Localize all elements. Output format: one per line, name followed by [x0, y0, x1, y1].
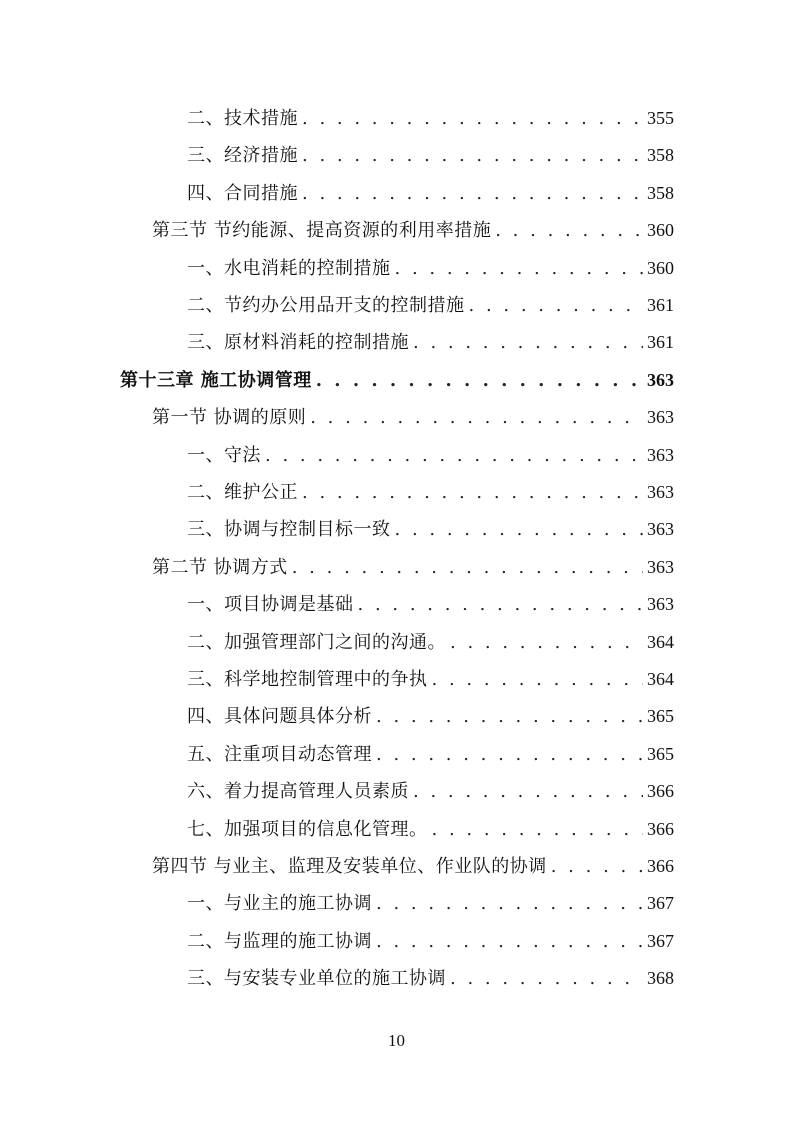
toc-entry-label: 一、守法 [187, 444, 261, 466]
toc-entry[interactable] [187, 811, 674, 848]
toc-entry-page: 361 [647, 332, 674, 353]
dot-leader [302, 137, 643, 174]
toc-entry-page: 358 [647, 182, 674, 203]
toc-entry-label: 第十三章 施工协调管理 [120, 369, 312, 391]
toc-entry-page: 358 [647, 145, 674, 166]
toc-entry-label: 二、节约办公用品开支的控制措施 [187, 295, 465, 316]
dot-leader [376, 885, 643, 922]
toc-entry-page: 367 [647, 930, 674, 951]
toc-entry-label: 三、协调与控制目标一致 [187, 519, 391, 541]
toc-entry-label: 第四节 与业主、监理及安装单位、作业队的协调 [152, 856, 547, 877]
toc-entry-page: 363 [647, 482, 674, 502]
dot-leader [310, 399, 643, 436]
dot-leader [376, 923, 643, 960]
toc-entry[interactable] [187, 923, 674, 960]
toc-entry[interactable] [187, 250, 674, 287]
toc-entry[interactable] [187, 773, 674, 810]
dot-leader [450, 624, 643, 661]
toc-entry-page: 365 [647, 743, 674, 764]
toc-entry[interactable] [187, 624, 674, 661]
toc-entry-page: 363 [647, 594, 674, 615]
toc-entry-label: 第一节 协调的原则 [152, 407, 307, 429]
dot-leader [302, 175, 643, 212]
toc-entry-page: 365 [647, 706, 674, 727]
toc-entry-page: 366 [647, 856, 674, 876]
toc-entry-label: 第三节 节约能源、提高资源的利用率措施 [152, 220, 492, 242]
dot-leader [432, 811, 644, 848]
dot-leader [302, 100, 643, 137]
page-number: 10 [388, 1031, 405, 1050]
toc-section-entry[interactable] [152, 212, 674, 249]
dot-leader [413, 324, 643, 361]
toc-entry-page: 363 [647, 407, 674, 428]
toc-entry-label: 三、与安装专业单位的施工协调 [187, 968, 446, 990]
toc-entry[interactable] [187, 175, 674, 212]
toc-entry-label: 二、技术措施 [187, 108, 298, 129]
dot-leader [450, 960, 643, 997]
toc-section-entry[interactable] [152, 549, 674, 586]
toc-entry-label: 四、合同措施 [187, 182, 298, 204]
dot-leader [376, 698, 643, 735]
toc-entry-page: 367 [647, 893, 674, 914]
toc-entry[interactable] [187, 960, 674, 997]
toc-entry[interactable] [187, 736, 674, 773]
toc-entry-page: 363 [647, 556, 674, 577]
toc-entry-label: 五、注重项目动态管理 [187, 743, 372, 765]
toc-entry-page: 355 [647, 108, 674, 128]
toc-entry-page: 363 [647, 519, 674, 540]
toc-entry-page: 361 [647, 295, 674, 315]
toc-entry-label: 第二节 协调方式 [152, 556, 288, 578]
dot-leader [358, 586, 644, 623]
toc-entry-page: 363 [647, 369, 674, 390]
toc-entry[interactable] [187, 324, 674, 361]
toc-entry[interactable] [187, 661, 674, 698]
toc-entry-page: 364 [647, 669, 674, 689]
dot-leader [302, 474, 643, 511]
toc-entry[interactable] [187, 287, 674, 324]
toc-entry-page: 368 [647, 968, 674, 989]
toc-entry[interactable] [187, 137, 674, 174]
toc-entry[interactable] [187, 100, 674, 137]
dot-leader [432, 661, 644, 698]
toc-entry-label: 一、项目协调是基础 [187, 594, 354, 616]
toc-entry[interactable] [187, 586, 674, 623]
dot-leader [376, 736, 643, 773]
toc-entry[interactable] [187, 437, 674, 474]
toc-entry-label: 七、加强项目的信息化管理。 [187, 818, 428, 840]
toc-entry[interactable] [187, 511, 674, 548]
dot-leader [413, 773, 643, 810]
dot-leader [469, 287, 644, 324]
dot-leader [395, 511, 644, 548]
toc-entry-label: 三、科学地控制管理中的争执 [187, 669, 428, 690]
toc-entry-page: 366 [647, 818, 674, 839]
toc-chapter-entry[interactable] [120, 362, 674, 399]
toc-entry-label: 二、加强管理部门之间的沟通。 [187, 631, 446, 653]
toc-entry[interactable] [187, 885, 674, 922]
toc-section-entry[interactable] [152, 399, 674, 436]
dot-leader [495, 212, 643, 249]
dot-leader [265, 437, 643, 474]
toc-entry-label: 六、着力提高管理人员素质 [187, 781, 409, 803]
dot-leader [395, 250, 644, 287]
dot-leader [292, 549, 643, 586]
toc-entry[interactable] [187, 698, 674, 735]
toc-entry-page: 366 [647, 781, 674, 802]
dot-leader [551, 848, 643, 885]
toc-entry-page: 364 [647, 631, 674, 652]
toc-entry-label: 四、具体问题具体分析 [187, 706, 372, 728]
toc-section-entry[interactable] [152, 848, 674, 885]
dot-leader [316, 362, 643, 399]
toc-entry-label: 一、与业主的施工协调 [187, 893, 372, 915]
toc-entry-page: 360 [647, 257, 674, 278]
toc-entry-page: 363 [647, 444, 674, 465]
toc-entry-label: 二、与监理的施工协调 [187, 930, 372, 952]
toc-entry-page: 360 [647, 220, 674, 241]
toc-entry-label: 三、原材料消耗的控制措施 [187, 332, 409, 354]
toc-entry-label: 一、水电消耗的控制措施 [187, 257, 391, 279]
toc-entry[interactable] [187, 474, 674, 511]
toc-entry-label: 三、经济措施 [187, 145, 298, 167]
toc-entry-label: 二、维护公正 [187, 482, 298, 503]
